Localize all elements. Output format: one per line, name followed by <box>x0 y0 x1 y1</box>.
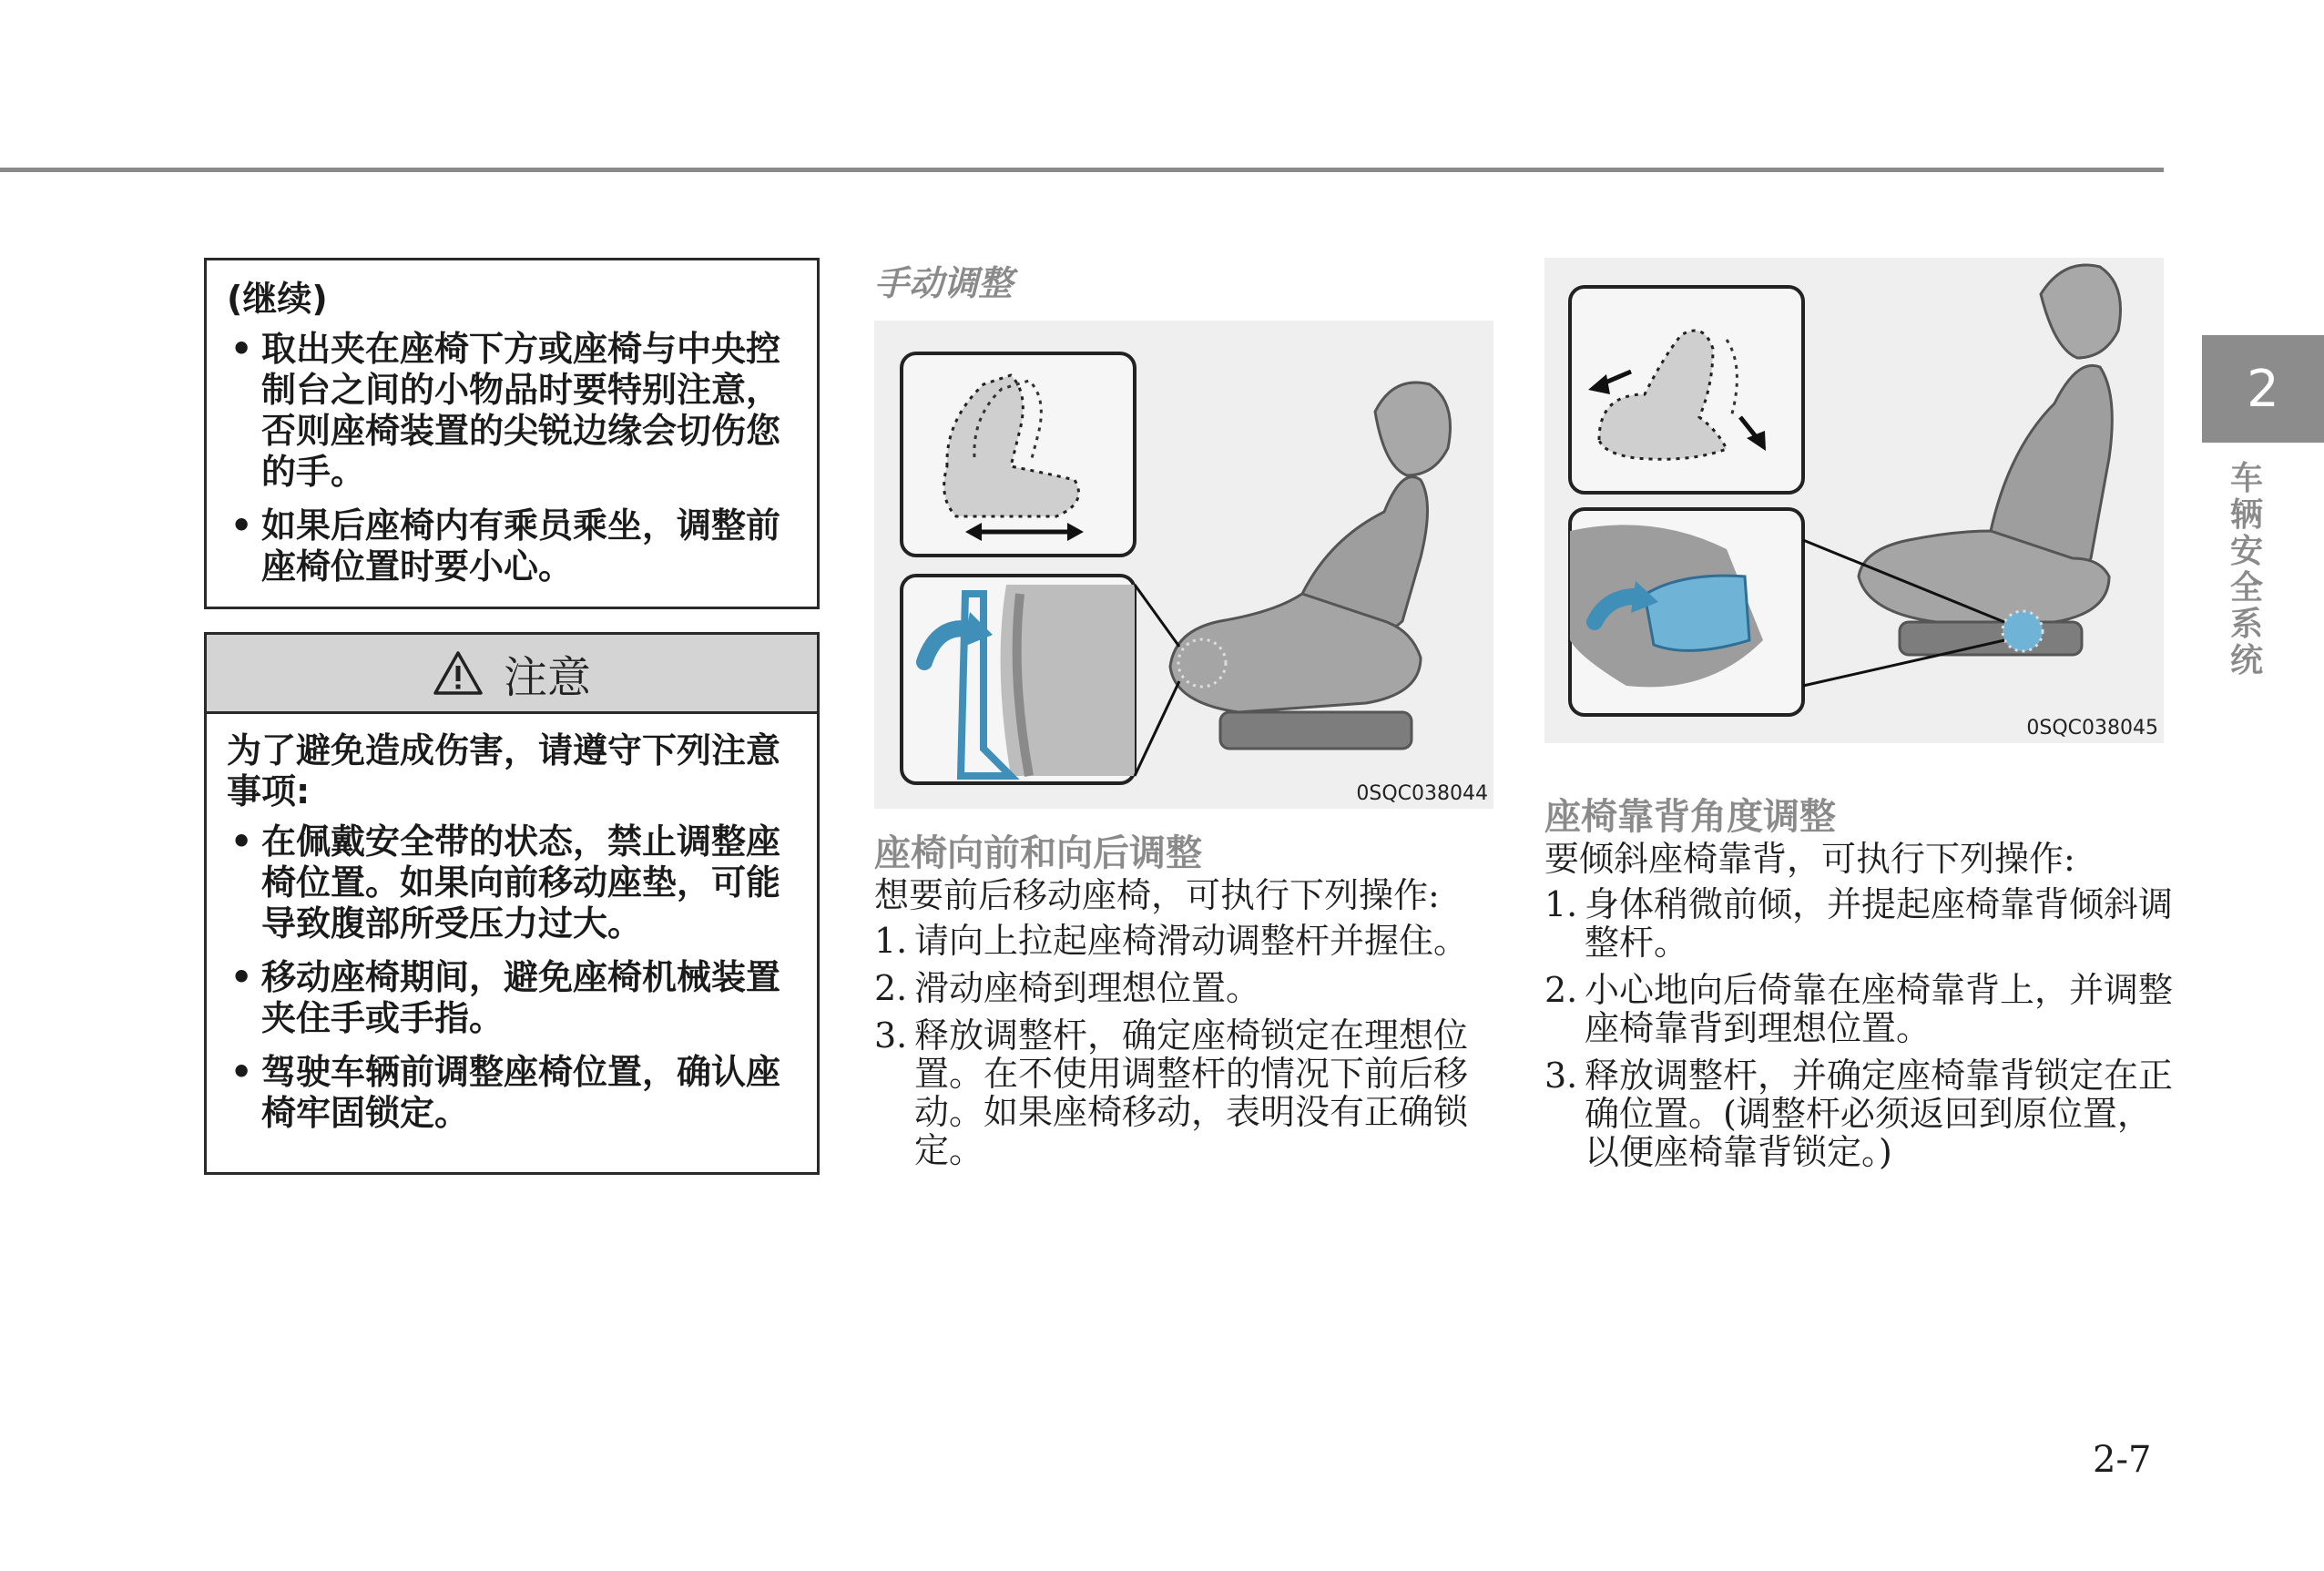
figure-code: 0SQC038044 <box>1356 782 1488 805</box>
continued-title: (继续) <box>227 279 328 319</box>
seat-slide-illustration <box>874 321 1493 809</box>
subtitle-seat-recline: 座椅靠背角度调整 <box>1544 796 1836 838</box>
seat-recline-illustration <box>1544 258 2164 743</box>
warning-triangle-icon <box>433 650 484 696</box>
caution-intro: 为了避免造成伤害，请遵守下列注意事项: <box>227 730 781 811</box>
step-item: 1. 身体稍微前倾，并提起座椅靠背倾斜调整杆。 <box>1544 884 2174 963</box>
seat-recline-instructions <box>1544 840 2173 1180</box>
caution-bullet: • 驾驶车辆前调整座椅位置，确认座椅牢固锁定。 <box>227 1052 797 1134</box>
subtitle-seat-slide: 座椅向前和向后调整 <box>874 832 1202 874</box>
step-item: 1. 请向上拉起座椅滑动调整杆并握住。 <box>874 921 1469 961</box>
caution-header <box>207 635 817 714</box>
seat-slide-figure <box>874 321 1493 809</box>
seat-slide-intro: 想要前后移动座椅，可执行下列操作: <box>874 875 1440 915</box>
continued-bullet: • 取出夹在座椅下方或座椅与中央控制台之间的小物品时要特别注意，否则座椅装置的尖锐边缘会切伤您的手。 <box>227 329 797 493</box>
figure-code: 0SQC038045 <box>2026 717 2158 740</box>
caution-title: 注意 <box>503 651 591 703</box>
seat-recline-figure <box>1544 258 2164 743</box>
chapter-tab-label: 车辆安全系统 <box>2229 460 2263 679</box>
chapter-tab-number: 2 <box>2202 335 2324 443</box>
step-item: 2. 小心地向后倚靠在座椅靠背上，并调整座椅靠背到理想位置。 <box>1544 970 2174 1048</box>
step-item: 3. 释放调整杆，确定座椅锁定在理想位置。在不使用调整杆的情况下前后移动。如果座椅移动，表明没有正确锁定。 <box>874 1015 1469 1170</box>
step-item: 3. 释放调整杆，并确定座椅靠背锁定在正确位置。(调整杆必须返回到原位置，以便座椅靠背锁定。) <box>1544 1056 2174 1172</box>
seat-recline-intro: 要倾斜座椅靠背，可执行下列操作: <box>1544 839 2075 879</box>
step-item: 2. 滑动座椅到理想位置。 <box>874 968 1261 1008</box>
continued-warning-box <box>204 258 820 609</box>
caution-bullet: • 移动座椅期间，避免座椅机械装置夹住手或手指。 <box>227 957 797 1039</box>
seat-slide-instructions <box>874 876 1503 1178</box>
continued-bullet: • 如果后座椅内有乘员乘坐，调整前座椅位置时要小心。 <box>227 505 797 587</box>
top-rule <box>0 168 2164 172</box>
caution-bullet: • 在佩戴安全带的状态，禁止调整座椅位置。如果向前移动座垫，可能导致腹部所受压力过大。 <box>227 821 797 944</box>
caution-box <box>204 632 820 1175</box>
page-number: 2-7 <box>2093 1439 2152 1481</box>
section-title-manual-adjust: 手动调整 <box>874 263 1014 303</box>
